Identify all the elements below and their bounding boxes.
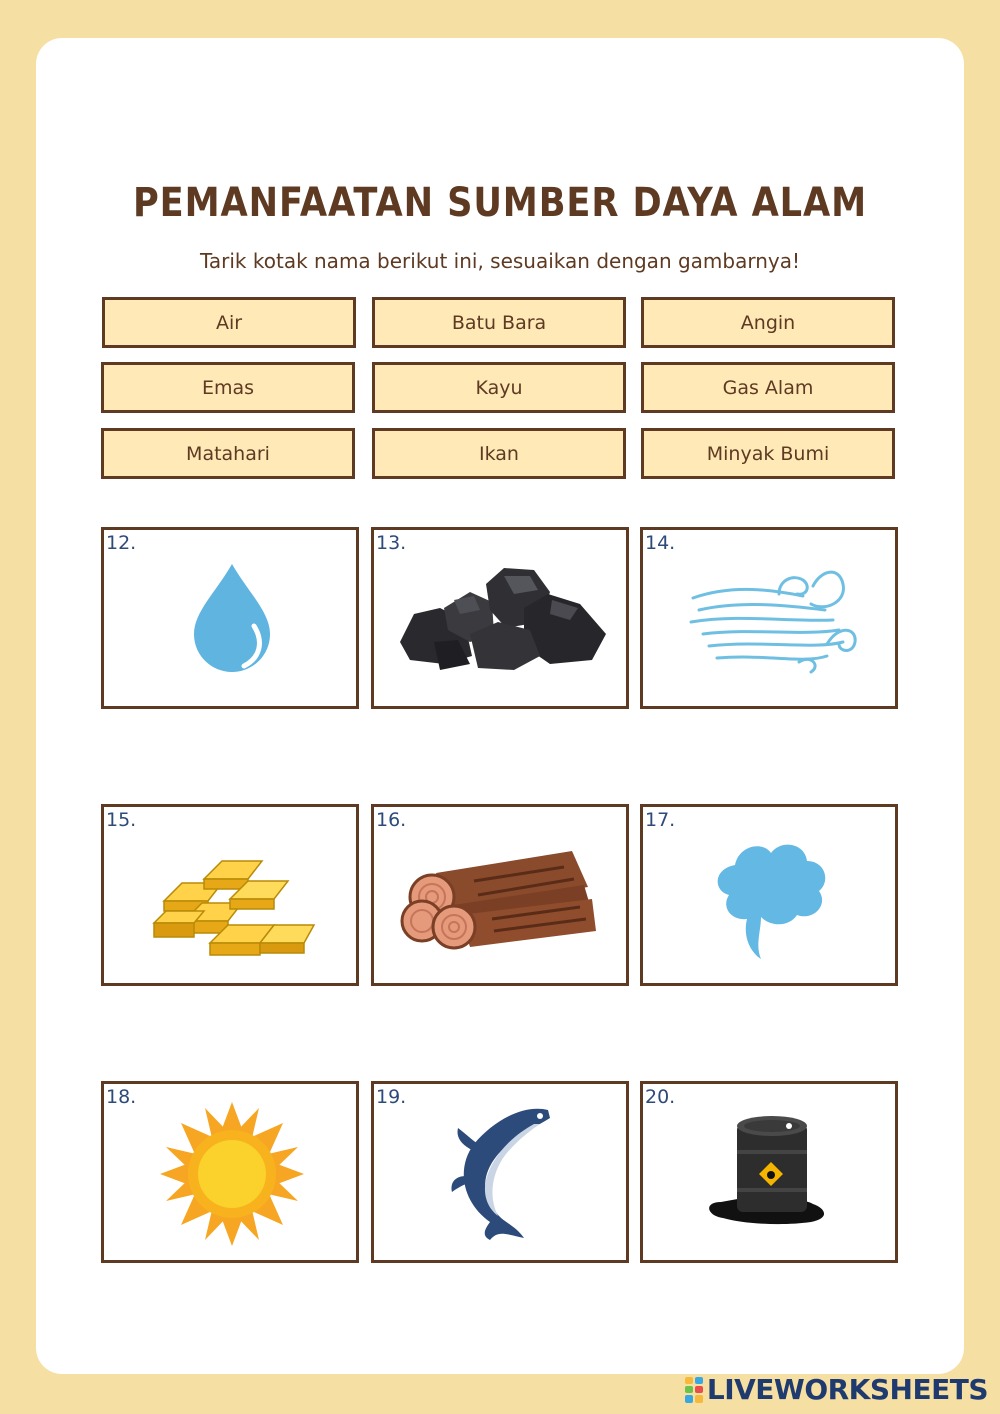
fish-icon	[374, 1084, 626, 1260]
card-number: 12.	[106, 532, 137, 554]
page-title: PEMANFAATAN SUMBER DAYA ALAM	[132, 180, 868, 226]
word-box-batu-bara[interactable]: Batu Bara	[372, 297, 626, 348]
drop-card-19[interactable]	[371, 1081, 629, 1263]
coal-icon	[374, 530, 626, 706]
card-number: 20.	[645, 1086, 676, 1108]
card-number: 16.	[376, 809, 407, 831]
card-number: 14.	[645, 532, 676, 554]
drop-card-17[interactable]	[640, 804, 898, 986]
word-box-ikan[interactable]: Ikan	[372, 428, 626, 479]
card-number: 19.	[376, 1086, 407, 1108]
water-drop-icon	[104, 530, 356, 706]
drop-card-15[interactable]	[101, 804, 359, 986]
word-box-emas[interactable]: Emas	[101, 362, 355, 413]
word-box-minyak-bumi[interactable]: Minyak Bumi	[641, 428, 895, 479]
card-number: 17.	[645, 809, 676, 831]
drop-card-13[interactable]	[371, 527, 629, 709]
gas-cloud-icon	[643, 807, 895, 983]
instruction-text: Tarik kotak nama berikut ini, sesuaikan dengan gambarnya!	[199, 249, 801, 273]
oil-barrel-icon	[643, 1084, 895, 1260]
card-number: 18.	[106, 1086, 137, 1108]
word-box-matahari[interactable]: Matahari	[101, 428, 355, 479]
card-number: 13.	[376, 532, 407, 554]
drop-card-12[interactable]	[101, 527, 359, 709]
brand-name: LIVEWORKSHEETS	[706, 1373, 988, 1406]
drop-card-18[interactable]	[101, 1081, 359, 1263]
drop-card-14[interactable]	[640, 527, 898, 709]
word-box-kayu[interactable]: Kayu	[372, 362, 626, 413]
sun-icon	[104, 1084, 356, 1260]
word-box-gas-alam[interactable]: Gas Alam	[641, 362, 895, 413]
drop-card-16[interactable]	[371, 804, 629, 986]
word-box-angin[interactable]: Angin	[641, 297, 895, 348]
liveworksheets-logo-icon	[685, 1377, 703, 1403]
word-box-air[interactable]: Air	[102, 297, 356, 348]
gold-bars-icon	[104, 807, 356, 983]
wood-logs-icon	[374, 807, 626, 983]
drop-card-20[interactable]	[640, 1081, 898, 1263]
wind-icon	[643, 530, 895, 706]
card-number: 15.	[106, 809, 137, 831]
liveworksheets-brand	[685, 1373, 988, 1406]
